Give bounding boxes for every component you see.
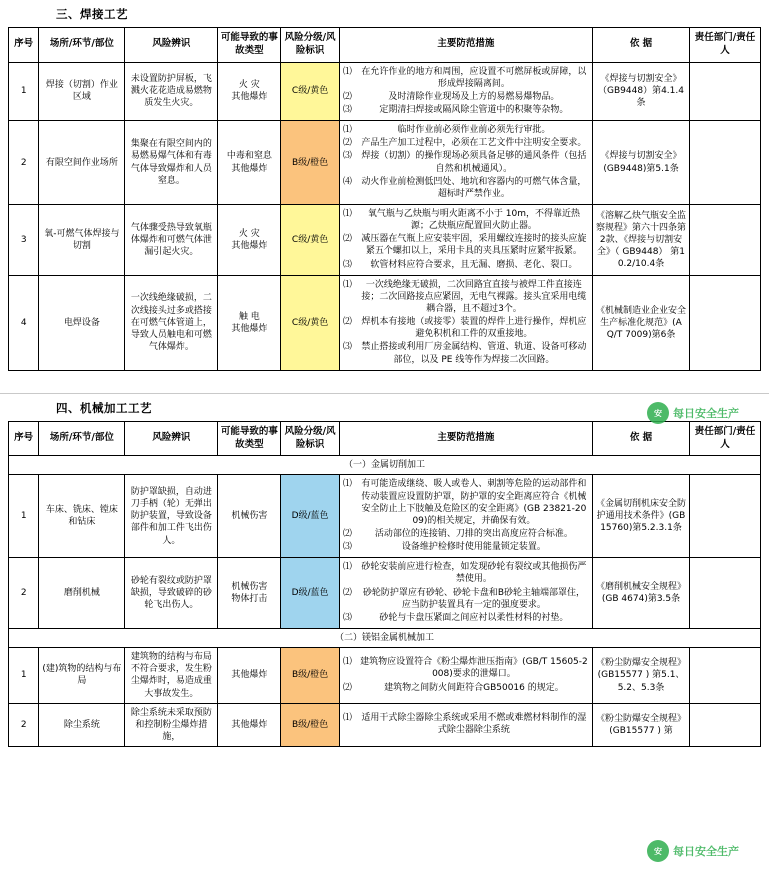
measure-marker: ⑵	[342, 529, 352, 540]
accident-line: 中毒和窒息	[226, 151, 272, 162]
col-measures: 主要防范措施	[339, 28, 592, 63]
col-level: 风险分级/风险标识	[281, 421, 340, 456]
measure-marker: ⑵	[342, 91, 352, 102]
measure-item: ⑴ 一次线绝缘无破损，二次回路宜直接与被焊工件直接连接；二次回路接点应紧固，无电气裸露。接头宜采用电缆耦合器，且不超过3个。	[342, 279, 587, 315]
measure-marker: ⑵	[342, 234, 352, 245]
cell-level: B级/橙色	[281, 648, 340, 704]
measure-item: ⑴ 有可能造成继绕、吸人或卷人、刺割等危险的运动部件和 传动装置应设置防护罩，防护罩的安全距离应符合《机械安全防止上下肢触及危险区的安全距离》(GB 23821-2009)的相关规定，并确保有效。	[342, 479, 587, 526]
cell-level: C级/黄色	[281, 205, 340, 276]
measure-marker: ⑵	[342, 317, 352, 328]
col-no: 序号	[9, 421, 39, 456]
cell-level: B级/橙色	[281, 121, 340, 205]
measure-marker: ⑵	[342, 682, 352, 693]
cell-basis: 《焊接与切割安全》(GB9448)第5.1条	[592, 121, 689, 205]
col-accident: 可能导致的事故类型	[218, 421, 281, 456]
cell-dept	[690, 703, 761, 746]
accident-line: 机械伤害	[231, 582, 268, 593]
cell-accident: 其他爆炸	[218, 703, 281, 746]
measure-item: ⑶ 设备维护检修时使用能量锁定装置。	[342, 542, 546, 553]
measure-item: ⑶ 禁止搭接或利用厂房金属结构、管道、轨道、设备可移动部位，以及 PE 线等作为焊接二次回路。	[342, 342, 587, 365]
col-measures: 主要防范措施	[339, 421, 592, 456]
cell-place: (建)筑物的结构与布局	[39, 648, 125, 704]
group-title-metal-cutting: （一）金属切削加工	[9, 456, 761, 475]
measure-item: ⑴ 在允许作业的地方和周围，应设置不可燃屏板或屏障，以形成焊接隔离间。	[342, 66, 587, 89]
measure-marker: ⑶	[342, 259, 352, 270]
cell-measures	[339, 205, 592, 276]
cell-measures	[339, 558, 592, 629]
cell-dept	[690, 558, 761, 629]
watermark-badge-icon: 安	[647, 840, 669, 862]
cell-risk: 未设置防护屏板，飞溅火花花造成易燃物质发生火灾。	[125, 62, 218, 121]
cell-accident	[218, 558, 281, 629]
col-basis: 依 据	[592, 28, 689, 63]
cell-no: 2	[9, 703, 39, 746]
cell-level: C级/黄色	[281, 275, 340, 370]
cell-measures	[339, 648, 592, 704]
col-level: 风险分级/风险标识	[281, 28, 340, 63]
section-title-welding: 三、焊接工艺	[56, 7, 128, 21]
table-row	[9, 275, 761, 370]
col-basis: 依 据	[592, 421, 689, 456]
col-place: 场所/环节/部位	[39, 28, 125, 63]
measure-item: ⑵ 焊机本有接地（或接零）装置的焊件上进行操作，焊机应避免积机和工件的双重接地。	[342, 317, 587, 340]
measure-marker: ⑶	[342, 612, 352, 623]
cell-place: 氧-可燃气体焊接与切割	[39, 205, 125, 276]
measure-item: ⑶ 焊接（切割）的操作现场必须具备足够的通风条件（包括自然和机械通风）。	[342, 151, 587, 174]
measure-item: ⑶ 定期清扫焊接或隔风除尘管道中的积聚等杂物。	[342, 105, 569, 116]
machining-risk-table	[8, 421, 761, 747]
cell-risk: 防护罩缺损，自动进刀手柄（轮）无弹出防护装置，导致设备部件和加工件飞出伤人。	[125, 475, 218, 558]
cell-risk: 砂轮有裂纹或防护罩缺损，导致破碎的砂轮飞出伤人。	[125, 558, 218, 629]
measure-marker: ⑶	[342, 151, 352, 162]
table-row	[9, 648, 761, 704]
cell-level: B级/橙色	[281, 703, 340, 746]
measure-item: ⑴ 建筑物应设置符合《粉尘爆炸泄压指南》(GB/T 15605-2008)要求的泄爆口。	[342, 657, 588, 680]
cell-place: 焊接（切割）作业区域	[39, 62, 125, 121]
cell-no: 2	[9, 558, 39, 629]
cell-accident	[218, 205, 281, 276]
measure-marker: ⑶	[342, 342, 352, 353]
cell-no: 1	[9, 475, 39, 558]
cell-basis: 《金属切削机床安全防护通用技术条件》(GB 15760)第5.2.3.1条	[592, 475, 689, 558]
measure-marker: ⑵	[342, 587, 352, 598]
cell-accident: 其他爆炸	[218, 648, 281, 704]
measure-marker: ⑴	[342, 657, 352, 668]
accident-line: 火 灾	[238, 228, 260, 239]
cell-measures	[339, 121, 592, 205]
col-dept: 责任部门/责任人	[690, 28, 761, 63]
cell-risk: 气体骤受热导致氧瓶体爆炸和可燃气体泄漏引起火灾。	[125, 205, 218, 276]
measure-marker: ⑶	[342, 105, 352, 116]
accident-line: 其他爆炸	[231, 323, 268, 334]
cell-dept	[690, 475, 761, 558]
measure-marker: ⑴	[342, 66, 352, 77]
group-title-mg-al: （二）镁铝金属机械加工	[9, 629, 761, 648]
accident-line: 其他爆炸	[231, 92, 268, 103]
col-accident: 可能导致的事故类型	[218, 28, 281, 63]
cell-place: 电焊设备	[39, 275, 125, 370]
accident-line: 触 电	[238, 311, 260, 322]
cell-risk: 集聚在有限空间内的易燃易爆气体和有毒气体导致爆炸和人员窒息。	[125, 121, 218, 205]
watermark-text: 每日安全生产	[673, 845, 739, 858]
measure-item: ⑷ 动火作业前检测低凹处、地坑和容器内的可燃气体含量，超标时严禁作业。	[342, 176, 587, 199]
measure-item: ⑵ 及时清除作业现场及上方的易燃易爆物品。	[342, 91, 560, 102]
section-machining	[0, 394, 769, 747]
col-place: 场所/环节/部位	[39, 421, 125, 456]
cell-no: 1	[9, 62, 39, 121]
cell-basis: 《溶解乙炔气瓶安全监察规程》第六十四条第2款、《焊接与切割安全》（ GB9448） 第10.2/10.4条	[592, 205, 689, 276]
cell-accident	[218, 275, 281, 370]
cell-measures	[339, 703, 592, 746]
table-row	[9, 62, 761, 121]
welding-risk-table	[8, 27, 761, 371]
measure-marker: ⑴	[342, 713, 352, 724]
table-row	[9, 558, 761, 629]
table-row	[9, 121, 761, 205]
measure-item: ⑵ 减压器在气瓶上应安装牢固，采用螺纹连接时的接头应旋紧五个螺扣以上，采用卡具的夹具压紧时应紧牢扳紧。	[342, 234, 587, 257]
cell-risk: 一次线绝缘破损，二次线接头过多或搭接在可燃气体管道上，导致人员触电和可燃气体爆炸。	[125, 275, 218, 370]
measure-marker: ⑴	[342, 125, 352, 136]
col-dept: 责任部门/责任人	[690, 421, 761, 456]
measure-item: ⑴ 临时作业前必须作业前必须先行审批。	[342, 125, 551, 136]
col-risk: 风险辨识	[125, 28, 218, 63]
measure-marker: ⑶	[342, 542, 352, 553]
measure-marker: ⑷	[342, 176, 352, 187]
measure-item: ⑴ 氧气瓶与乙炔瓶与明火距离不小于 10m，不得靠近热源；乙炔瓶应配置回火防止器。	[342, 209, 580, 232]
table-row	[9, 703, 761, 746]
accident-line: 火 灾	[238, 80, 260, 91]
measure-item: ⑴ 适用干式除尘器除尘系统或采用不燃或难燃材料制作的湿式除尘器除尘系统	[342, 713, 587, 736]
cell-no: 4	[9, 275, 39, 370]
cell-no: 2	[9, 121, 39, 205]
measure-marker: ⑴	[342, 209, 352, 220]
table-row	[9, 475, 761, 558]
col-no: 序号	[9, 28, 39, 63]
measure-marker: ⑴	[342, 562, 352, 573]
measure-item: ⑴ 砂轮安装前应进行检查，如发现砂轮有裂纹或其他损伤严禁使用。	[342, 562, 587, 585]
cell-level: D级/蓝色	[281, 558, 340, 629]
accident-line: 其他爆炸	[231, 240, 268, 251]
cell-level: D级/蓝色	[281, 475, 340, 558]
cell-dept	[690, 205, 761, 276]
table-row	[9, 205, 761, 276]
table-header-row	[9, 421, 761, 456]
cell-level: C级/黄色	[281, 62, 340, 121]
cell-dept	[690, 648, 761, 704]
cell-place: 磨削机械	[39, 558, 125, 629]
cell-basis: 《磨削机械安全规程》(GB 4674)第3.5条	[592, 558, 689, 629]
measure-marker: ⑴	[342, 479, 352, 490]
cell-accident: 机械伤害	[218, 475, 281, 558]
cell-dept	[690, 121, 761, 205]
table-header-row	[9, 28, 761, 63]
cell-dept	[690, 275, 761, 370]
measure-item: ⑵ 建筑物之间防火间距符合GB50016 的规定。	[342, 682, 564, 693]
cell-no: 1	[9, 648, 39, 704]
accident-line: 其他爆炸	[231, 163, 268, 174]
section-title-machining: 四、机械加工工艺	[56, 400, 152, 415]
cell-accident	[218, 121, 281, 205]
cell-basis: 《机械制造业企业安全生产标准化规范》(AQ/T 7009)第6条	[592, 275, 689, 370]
measure-marker: ⑵	[342, 138, 352, 149]
cell-place: 车床、铣床、镗床和钻床	[39, 475, 125, 558]
measure-marker: ⑴	[342, 279, 352, 290]
cell-basis: 《粉尘防爆安全规程》(GB15577 ) 第	[592, 703, 689, 746]
section-gap	[0, 371, 769, 385]
cell-dept	[690, 62, 761, 121]
watermark-bottom	[647, 838, 763, 864]
cell-measures	[339, 475, 592, 558]
cell-no: 3	[9, 205, 39, 276]
measure-item: ⑶ 砂轮与卡盘压紧面之间应衬以柔性材料的衬垫。	[342, 612, 569, 623]
col-risk: 风险辨识	[125, 421, 218, 456]
measure-item: ⑵ 活动部位的连接销、刀排的突出高度应符合标准。	[342, 529, 573, 540]
cell-place: 除尘系统	[39, 703, 125, 746]
cell-measures	[339, 62, 592, 121]
measure-item: ⑵ 砂轮防护罩应有砂轮、砂轮卡盘和B砂轮主轴端部罩住，应当防护装置具有一定的强度要求。	[342, 587, 586, 610]
cell-basis: 《粉尘防爆安全规程》(GB15577 ) 第5.1、5.2、5.3条	[592, 648, 689, 704]
cell-risk: 除尘系统未采取预防和控制粉尘爆炸措施，	[125, 703, 218, 746]
accident-line: 物体打击	[231, 594, 268, 605]
measure-item: ⑶ 软管材料应符合要求，且无漏、磨损、老化、裂口。	[342, 259, 578, 270]
cell-accident	[218, 62, 281, 121]
watermark-text: 每日安全生产	[673, 407, 739, 420]
cell-measures	[339, 275, 592, 370]
cell-risk: 建筑物的结构与布局不符合要求，发生粉尘爆炸时，易造成重大事故发生。	[125, 648, 218, 704]
section-welding	[0, 0, 769, 371]
measure-item: ⑵ 产品生产加工过程中，必须在工艺文件中注明安全要求。	[342, 138, 587, 149]
cell-basis: 《焊接与切割安全》（GB9448）第4.1.4条	[592, 62, 689, 121]
table-subheader-row	[9, 629, 761, 648]
watermark-badge-icon: 安	[647, 402, 669, 424]
table-subheader-row	[9, 456, 761, 475]
cell-place: 有限空间作业场所	[39, 121, 125, 205]
